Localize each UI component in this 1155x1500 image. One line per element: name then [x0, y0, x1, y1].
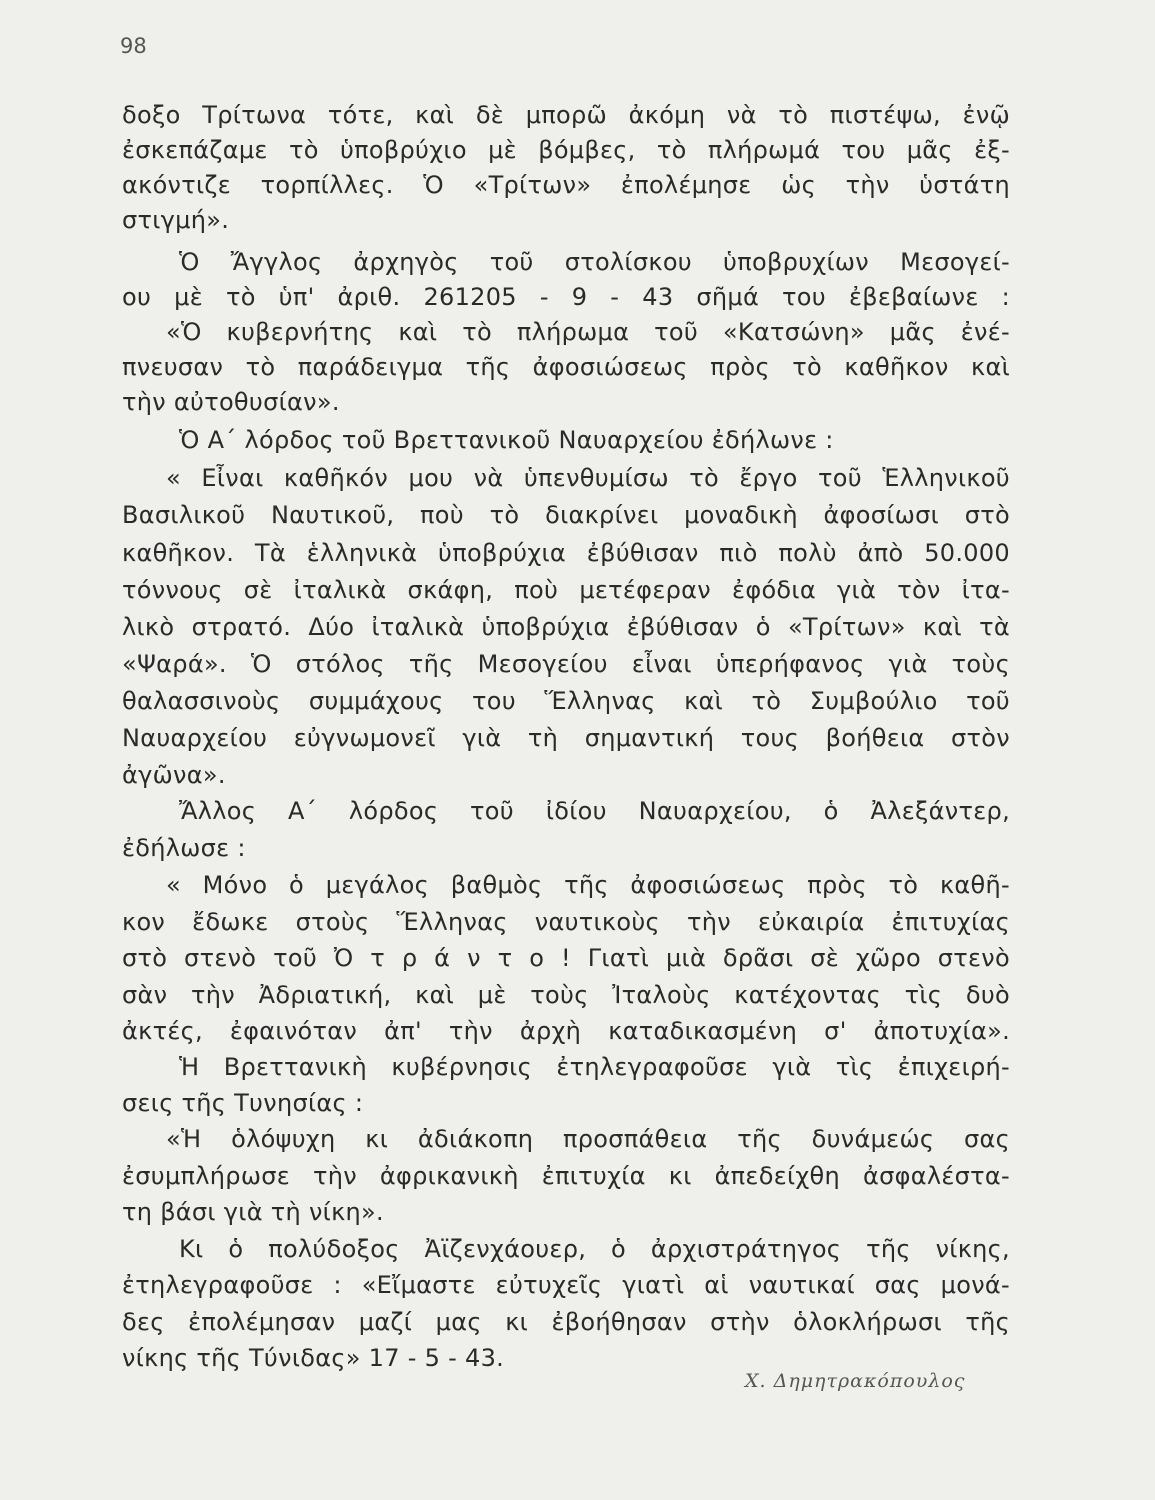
text-line: κον ἔδωκε στοὺς Ἕλληνας ναυτικοὺς τὴν εὐκαιρία ἐπιτυχίας [122, 908, 1010, 936]
text-line: Ἄλλος Α΄ λόρδος τοῦ ἰδίου Ναυαρχείου, ὁ Ἀλεξάντερ, [179, 797, 1010, 825]
text-line: Ὁ Α΄ λόρδος τοῦ Βρεττανικοῦ Ναυαρχείου ἐδήλωνε : [179, 426, 834, 454]
text-line: Ἡ Βρεττανικὴ κυβέρνησις ἐτηλεγραφοῦσε γιὰ τὶς ἐπιχειρή- [179, 1053, 1010, 1081]
page-number: 98 [120, 34, 147, 58]
text-line: καθῆκον. Τὰ ἑλληνικὰ ὑποβρύχια ἐβύθισαν πιὸ πολὺ ἀπὸ 50.000 [122, 539, 1010, 567]
text-line: σὰν τὴν Ἀδριατική, καὶ μὲ τοὺς Ἰταλοὺς κατέχοντας τὶς δυὸ [122, 981, 1010, 1009]
text-line: τη βάσι γιὰ τὴ νίκη». [122, 1198, 384, 1226]
text-line: « Εἶναι καθῆκόν μου νὰ ὑπενθυμίσω τὸ ἔργο τοῦ Ἑλληνικοῦ [166, 464, 1010, 492]
text-line: «Ψαρά». Ὁ στόλος τῆς Μεσογείου εἶναι ὑπερήφανος γιὰ τοὺς [122, 650, 1010, 678]
text-line: στὸ στενὸ τοῦ Ὀ τ ρ ά ν τ ο ! Γιατὶ μιὰ δρᾶσι σὲ χῶρο στενὸ [122, 944, 1010, 972]
text-line: «Ὁ κυβερνήτης καὶ τὸ πλήρωμα τοῦ «Κατσώνη» μᾶς ἐνέ- [166, 318, 1010, 346]
text-line: νίκης τῆς Τύνιδας» 17 - 5 - 43. [122, 1344, 505, 1372]
text-line: Κι ὁ πολύδοξος Ἀϊζενχάουερ, ὁ ἀρχιστράτηγος τῆς νίκης, [179, 1235, 1010, 1263]
text-line: λικὸ στρατό. Δύο ἰταλικὰ ὑποβρύχια ἐβύθισαν ὁ «Τρίτων» καὶ τὰ [122, 613, 1010, 641]
text-line: ἀκτές, ἐφαινόταν ἀπ' τὴν ἀρχὴ καταδικασμένη σ' ἀποτυχία». [122, 1017, 1010, 1045]
text-line: στιγμή». [122, 206, 230, 234]
text-line: ἐσκεπάζαμε τὸ ὑποβρύχιο μὲ βόμβες, τὸ πλήρωμά του μᾶς ἐξ- [122, 136, 1010, 164]
text-line: πνευσαν τὸ παράδειγμα τῆς ἀφοσιώσεως πρὸς τὸ καθῆκον καὶ [122, 353, 1010, 381]
text-line: Ναυαρχείου εὐγνωμονεῖ γιὰ τὴ σημαντική τους βοήθεια στὸν [122, 724, 1010, 752]
text-line: τόννους σὲ ἰταλικὰ σκάφη, ποὺ μετέφεραν ἐφόδια γιὰ τὸν ἰτα- [122, 576, 1010, 604]
text-line: ἀγῶνα». [122, 761, 226, 789]
text-line: ἐδήλωσε : [122, 834, 246, 862]
text-line: Βασιλικοῦ Ναυτικοῦ, ποὺ τὸ διακρίνει μοναδικὴ ἀφοσίωσι στὸ [122, 501, 1010, 529]
text-line: σεις τῆς Τυνησίας : [122, 1089, 364, 1117]
text-line: θαλασσινοὺς συμμάχους του Ἕλληνας καὶ τὸ Συμβούλιο τοῦ [122, 687, 1010, 715]
text-line: «Ἡ ὁλόψυχη κι ἀδιάκοπη προσπάθεια τῆς δυνάμεώς σας [166, 1125, 1010, 1153]
text-line: δες ἐπολέμησαν μαζί μας κι ἐβοήθησαν στὴν ὁλοκλήρωσι τῆς [122, 1308, 1010, 1336]
text-line: ἐτηλεγραφοῦσε : «Εἴμαστε εὐτυχεῖς γιατὶ αἱ ναυτικαί σας μονά- [122, 1271, 1010, 1299]
text-line: « Μόνο ὁ μεγάλος βαθμὸς τῆς ἀφοσιώσεως πρὸς τὸ καθῆ- [166, 871, 1010, 899]
text-line: ἐσυμπλήρωσε τὴν ἀφρικανικὴ ἐπιτυχία κι ἀπεδείχθη ἀσφαλέστα- [122, 1162, 1010, 1190]
text-line: τὴν αὐτοθυσίαν». [122, 388, 340, 416]
text-line: ου μὲ τὸ ὑπ' ἀριθ. 261205 - 9 - 43 σῆμά του ἐβεβαίωνε : [122, 283, 1010, 311]
text-line: ακόντιζε τορπίλλες. Ὁ «Τρίτων» ἐπολέμησε ὡς τὴν ὑστάτη [122, 171, 1010, 199]
author-signature: Χ. Δημητρακόπουλος [745, 1370, 966, 1392]
text-line: δοξο Τρίτωνα τότε, καὶ δὲ μπορῶ ἀκόμη νὰ τὸ πιστέψω, ἐνῷ [122, 101, 1010, 129]
text-line: Ὁ Ἄγγλος ἀρχηγὸς τοῦ στολίσκου ὑποβρυχίων Μεσογεί- [179, 248, 1010, 276]
